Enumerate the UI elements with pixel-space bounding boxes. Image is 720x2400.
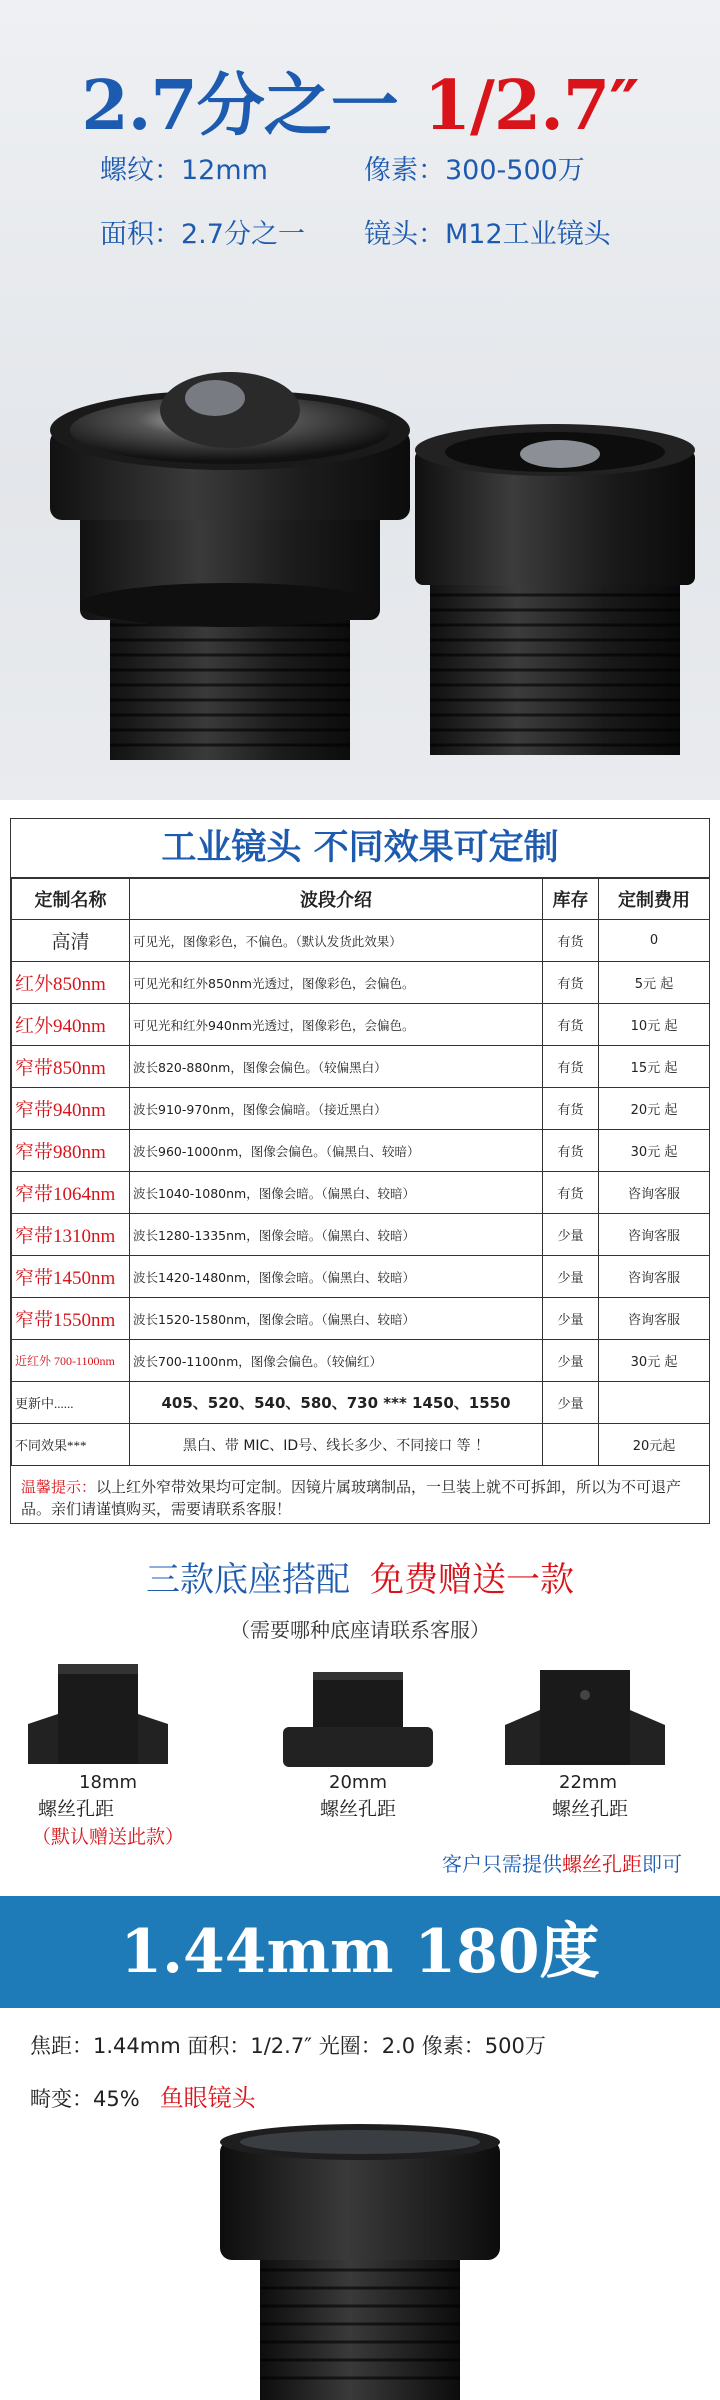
fisheye-lens-bottom-image xyxy=(200,2120,520,2400)
row-fee: 咨询客服 xyxy=(599,1298,710,1340)
row-stock: 有货 xyxy=(543,1172,599,1214)
row-desc: 黑白、带 MIC、ID号、线长多少、不同接口 等 ！ xyxy=(130,1424,543,1466)
row-name: 窄带1310nm xyxy=(12,1214,130,1256)
table-row xyxy=(12,1088,710,1130)
title-format: 1/2.7″ xyxy=(423,66,639,146)
table-row xyxy=(12,1214,710,1256)
bases-title xyxy=(0,1552,720,1601)
bases-title-red: 免费赠送一款 xyxy=(370,1560,574,1600)
row-fee: 30元 起 xyxy=(599,1130,710,1172)
spec-thread: 螺纹：12mm xyxy=(100,155,268,186)
row-name: 窄带940nm xyxy=(12,1088,130,1130)
fisheye-lens-image xyxy=(40,370,420,770)
row-name: 红外850nm xyxy=(12,962,130,1004)
spec-lens: 镜头：M12工业镜头 xyxy=(364,219,611,250)
row-name: 窄带980nm xyxy=(12,1130,130,1172)
table-row xyxy=(12,1424,710,1466)
base-22mm-image xyxy=(505,1670,665,1770)
base-label-20: 螺丝孔距 xyxy=(319,1798,396,1820)
base-dim-18: 18mm xyxy=(79,1772,137,1793)
row-fee: 15元 起 xyxy=(599,1046,710,1088)
row-name: 窄带1064nm xyxy=(12,1172,130,1214)
row-stock: 有货 xyxy=(543,962,599,1004)
row-stock: 少量 xyxy=(543,1340,599,1382)
row-name: 窄带850nm xyxy=(12,1046,130,1088)
base-dim-20: 20mm xyxy=(329,1772,387,1793)
table-row xyxy=(12,1046,710,1088)
product-spec-line: 焦距：1.44mm 面积：1/2.7″ 光圈：2.0 像素：500万 xyxy=(30,2034,546,2058)
row-fee: 10元 起 xyxy=(599,1004,710,1046)
header-band: 波段介绍 xyxy=(130,879,543,920)
table-row xyxy=(12,1256,710,1298)
distortion: 畸变：45% xyxy=(30,2087,140,2111)
table-row xyxy=(12,920,710,962)
customization-table xyxy=(10,818,710,1524)
row-stock xyxy=(543,1424,599,1466)
row-name: 窄带1550nm xyxy=(12,1298,130,1340)
bases-title-blue: 三款底座搭配 xyxy=(146,1560,350,1600)
title-fraction: 2.7分之一 xyxy=(81,66,398,146)
row-fee: 5元 起 xyxy=(599,962,710,1004)
row-stock: 有货 xyxy=(543,1004,599,1046)
table-row xyxy=(12,1340,710,1382)
header-name: 定制名称 xyxy=(12,879,130,920)
row-stock: 少量 xyxy=(543,1298,599,1340)
lens-type: 鱼眼镜头 xyxy=(159,2084,256,2112)
header-fee: 定制费用 xyxy=(599,879,710,920)
row-name: 窄带1450nm xyxy=(12,1256,130,1298)
base-label-22: 螺丝孔距 xyxy=(551,1798,628,1820)
table-row xyxy=(12,962,710,1004)
row-desc: 波长1280-1335nm，图像会暗。（偏黑白、较暗） xyxy=(130,1214,543,1256)
row-fee: 20元起 xyxy=(599,1424,710,1466)
table-row xyxy=(12,1382,710,1424)
base-label-18: 螺丝孔距 xyxy=(37,1798,114,1820)
standard-lens-image xyxy=(410,420,700,760)
row-desc: 可见光和红外940nm光透过，图像彩色，会偏色。 xyxy=(130,1004,543,1046)
row-desc: 可见光和红外850nm光透过，图像彩色，会偏色。 xyxy=(130,962,543,1004)
row-fee xyxy=(599,1382,710,1424)
default-gift-note: （默认赠送此款） xyxy=(31,1826,184,1848)
table-row xyxy=(12,1130,710,1172)
customer-note-post: 即可 xyxy=(642,1852,682,1876)
tip-label: 温馨提示： xyxy=(21,1478,97,1496)
product-distortion-line xyxy=(30,2078,256,2113)
tip-text: 以上红外窄带效果均可定制。因镜片属玻璃制品，一旦装上就不可拆卸，所以为不可退产品。亲们请谨慎购买，需要请联系客服！ xyxy=(21,1478,682,1518)
row-desc: 波长1520-1580nm，图像会暗。（偏黑白、较暗） xyxy=(130,1298,543,1340)
row-desc: 波长700-1100nm，图像会偏色。（较偏红） xyxy=(130,1340,543,1382)
row-stock: 少量 xyxy=(543,1214,599,1256)
base-20mm-image xyxy=(283,1672,433,1772)
bases-subtitle: （需要哪种底座请联系客服） xyxy=(230,1618,490,1642)
row-fee: 20元 起 xyxy=(599,1088,710,1130)
base-18mm-image xyxy=(28,1664,168,1774)
row-name: 近红外 700-1100nm xyxy=(12,1340,130,1382)
table-title: 工业镜头 不同效果可定制 xyxy=(11,819,709,878)
spec-area: 面积：2.7分之一 xyxy=(100,219,305,250)
table-header xyxy=(12,879,710,920)
header-stock: 库存 xyxy=(543,879,599,920)
row-fee: 咨询客服 xyxy=(599,1214,710,1256)
row-name: 红外940nm xyxy=(12,1004,130,1046)
hero-section xyxy=(0,0,720,800)
row-desc: 波长1040-1080nm，图像会暗。（偏黑白、较暗） xyxy=(130,1172,543,1214)
customer-note xyxy=(442,1848,682,1877)
warm-tip xyxy=(11,1466,709,1530)
customer-note-pre: 客户只需提供 xyxy=(442,1852,562,1876)
row-name: 更新中...... xyxy=(12,1382,130,1424)
table-row xyxy=(12,1172,710,1214)
table-row xyxy=(12,1298,710,1340)
row-fee: 0 xyxy=(599,920,710,962)
customer-note-red: 螺丝孔距 xyxy=(562,1852,642,1876)
spec-pixels: 像素：300-500万 xyxy=(364,155,585,186)
row-stock: 有货 xyxy=(543,1130,599,1172)
base-dim-22: 22mm xyxy=(559,1772,617,1793)
row-stock: 少量 xyxy=(543,1382,599,1424)
hero-title xyxy=(0,52,720,149)
table-row xyxy=(12,1004,710,1046)
row-desc: 波长910-970nm，图像会偏暗。（接近黑白） xyxy=(130,1088,543,1130)
row-fee: 咨询客服 xyxy=(599,1172,710,1214)
row-desc: 波长1420-1480nm，图像会暗。（偏黑白、较暗） xyxy=(130,1256,543,1298)
row-name: 不同效果*** xyxy=(12,1424,130,1466)
row-desc: 波长960-1000nm，图像会偏色。（偏黑白、较暗） xyxy=(130,1130,543,1172)
row-stock: 少量 xyxy=(543,1256,599,1298)
row-name: 高清 xyxy=(12,920,130,962)
row-desc: 波长820-880nm，图像会偏色。（较偏黑白） xyxy=(130,1046,543,1088)
row-stock: 有货 xyxy=(543,920,599,962)
product-banner: 1.44mm 180度 xyxy=(0,1896,720,2008)
row-stock: 有货 xyxy=(543,1046,599,1088)
row-desc: 405、520、540、580、730 *** 1450、1550 xyxy=(130,1382,543,1424)
row-fee: 咨询客服 xyxy=(599,1256,710,1298)
row-stock: 有货 xyxy=(543,1088,599,1130)
row-fee: 30元 起 xyxy=(599,1340,710,1382)
row-desc: 可见光，图像彩色，不偏色。（默认发货此效果） xyxy=(130,920,543,962)
